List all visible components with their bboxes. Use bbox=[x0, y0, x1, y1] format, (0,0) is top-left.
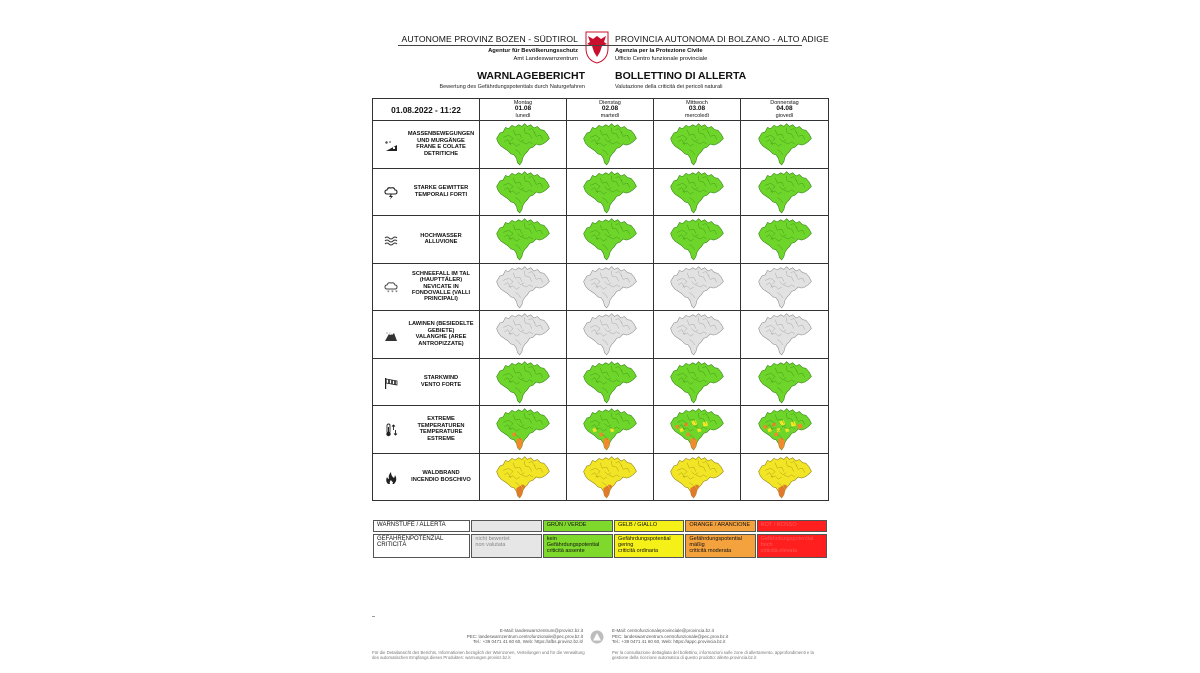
warning-map[interactable] bbox=[480, 216, 567, 264]
contact-de bbox=[467, 628, 583, 645]
legend-desc-red: Gefährdungspotential hoch criticità elevata bbox=[757, 534, 827, 558]
province-title-de: AUTONOME PROVINZ BOZEN - SÜDTIROL bbox=[401, 34, 578, 44]
bulletin-title-it: BOLLETTINO DI ALLERTA bbox=[615, 70, 747, 82]
legend-desc-yellow: Gefährdungspotential gering criticità ordinaria bbox=[614, 534, 684, 558]
legend-level-row bbox=[373, 520, 827, 532]
day-header: Montag 01.08 lunedì bbox=[480, 99, 567, 121]
footer-marker bbox=[372, 616, 375, 617]
hazard-row bbox=[373, 311, 829, 359]
province-title-it: PROVINCIA AUTONOMA DI BOLZANO - ALTO ADIGE bbox=[615, 34, 829, 44]
svg-text:* * *: * * * bbox=[387, 289, 398, 295]
warning-map[interactable] bbox=[567, 358, 654, 406]
warning-map[interactable] bbox=[567, 168, 654, 216]
hazard-name: WALDBRAND INCENDIO BOSCHIVO bbox=[411, 470, 471, 483]
flood-icon bbox=[384, 233, 398, 247]
hazard-name: MASSENBEWEGUNGEN UND MURGÄNGE FRANE E COLATE DETRITICHE bbox=[407, 131, 475, 157]
warning-map[interactable] bbox=[741, 406, 829, 454]
legend-potential-row bbox=[373, 534, 827, 558]
warning-map[interactable] bbox=[567, 453, 654, 501]
warning-map[interactable] bbox=[654, 168, 741, 216]
hazard-label-cell bbox=[373, 311, 480, 359]
hazard-row bbox=[373, 453, 829, 501]
email-link-it[interactable]: E-Mail: centrofunzionaleprovinciale@provincia.bz.it bbox=[612, 628, 714, 633]
footer-note-it: Per la consultazione dettagliata del bollettino, informazioni sulle zone di allertamento, approfondimenti e la gestione della ricezione automatica di questo prodotto: allerte.provincia.bz.it bbox=[612, 650, 814, 660]
hazard-label-cell bbox=[373, 168, 480, 216]
warning-map[interactable] bbox=[654, 406, 741, 454]
issue-date: 01.08.2022 - 11:22 bbox=[373, 99, 480, 121]
hazard-label-cell bbox=[373, 263, 480, 311]
eagle-coat-of-arms-icon bbox=[584, 30, 610, 64]
bulletin-title-de: WARNLAGEBERICHT bbox=[477, 70, 585, 82]
day-header: Donnerstag 04.08 giovedì bbox=[741, 99, 829, 121]
warning-map[interactable] bbox=[654, 358, 741, 406]
pec-link-de[interactable]: PEC: landeswarnzentrum.centrofunzionale@pec.prov.bz.it bbox=[466, 633, 583, 639]
legend-level-red: ROT / ROSSO bbox=[757, 520, 827, 532]
warning-map[interactable] bbox=[480, 263, 567, 311]
warning-map[interactable] bbox=[741, 358, 829, 406]
day-header: Dienstag 02.08 martedì bbox=[567, 99, 654, 121]
legend-potential-label: GEFAHRENPOTENZIAL CRITICITÀ bbox=[373, 534, 470, 558]
office-it: Ufficio Centro funzionale provinciale bbox=[615, 56, 708, 62]
tel-web-it[interactable]: Tel.: +39 0471 41 60 60, Web: https://appc.provincia.bz.it bbox=[612, 639, 726, 644]
warning-map[interactable] bbox=[480, 168, 567, 216]
warning-map[interactable] bbox=[480, 121, 567, 169]
legend-level-green: GRÜN / VERDE bbox=[543, 520, 613, 532]
hazard-label-cell bbox=[373, 358, 480, 406]
hazard-row bbox=[373, 121, 829, 169]
hazard-row bbox=[373, 168, 829, 216]
agency-de: Agentur für Bevölkerungsschutz bbox=[488, 48, 578, 54]
snow-cloud-icon bbox=[384, 281, 398, 295]
warning-map[interactable] bbox=[654, 216, 741, 264]
email-link-de[interactable]: E-Mail: landeswarnzentrum@provinz.bz.it bbox=[499, 628, 583, 633]
hazard-label-cell bbox=[373, 453, 480, 501]
hazard-row bbox=[373, 358, 829, 406]
warning-map[interactable] bbox=[654, 121, 741, 169]
legend-level-orange: ORANGE / ARANCIONE bbox=[685, 520, 755, 532]
legend-level-grey bbox=[471, 520, 541, 532]
hazard-name: STARKE GEWITTER TEMPORALI FORTI bbox=[413, 185, 469, 198]
pec-link-it[interactable]: PEC: landeswarnzentrum.centrofunzionale@pec.prov.bz.it bbox=[612, 633, 729, 639]
warning-map[interactable] bbox=[567, 263, 654, 311]
wildfire-icon bbox=[384, 471, 398, 485]
thunderstorm-icon bbox=[384, 186, 398, 200]
hazard-row bbox=[373, 216, 829, 264]
legend-desc-orange: Gefährdungspotential mäßig criticità moderata bbox=[685, 534, 755, 558]
warning-map[interactable] bbox=[480, 358, 567, 406]
avalanche-icon bbox=[384, 328, 398, 342]
warning-map[interactable] bbox=[741, 121, 829, 169]
bulletin-subtitle-de: Bewertung des Gefährdungspotentials durch Naturgefahren bbox=[439, 84, 585, 90]
agency-it: Agenzia per la Protezione Civile bbox=[615, 48, 703, 54]
windsock-icon bbox=[384, 376, 398, 390]
civil-protection-icon bbox=[590, 630, 604, 644]
hazard-name: STARKWIND VENTO FORTE bbox=[420, 375, 462, 388]
legend-level-yellow: GELB / GIALLO bbox=[614, 520, 684, 532]
warning-map[interactable] bbox=[741, 168, 829, 216]
hazard-name: LAWINEN (BESIEDELTE GEBIETE) VALANGHE (AREE ANTROPIZZATE) bbox=[408, 321, 474, 347]
header-divider bbox=[398, 45, 802, 46]
bulletin-page bbox=[372, 28, 828, 668]
legend-table bbox=[372, 518, 828, 560]
hazard-label-cell bbox=[373, 406, 480, 454]
hazard-name: EXTREME TEMPERATUREN TEMPERATURE ESTREME bbox=[417, 416, 465, 442]
date-row bbox=[373, 99, 829, 121]
warning-map[interactable] bbox=[567, 121, 654, 169]
warning-map[interactable] bbox=[654, 263, 741, 311]
legend-desc-grey: nicht bewertet non valutata bbox=[471, 534, 541, 558]
warning-map[interactable] bbox=[480, 406, 567, 454]
day-header: Mittwoch 03.08 mercoledì bbox=[654, 99, 741, 121]
warning-map[interactable] bbox=[741, 263, 829, 311]
warning-map[interactable] bbox=[567, 406, 654, 454]
contact-it bbox=[612, 628, 728, 645]
hazard-label-cell bbox=[373, 121, 480, 169]
legend-level-label: WARNSTUFE / ALLERTA bbox=[373, 520, 470, 532]
thermometer-icon bbox=[384, 423, 398, 437]
tel-web-de[interactable]: Tel.: +39 0471 41 60 60, Web: https://afbs.provinz.bz.it/ bbox=[473, 639, 583, 644]
warning-map[interactable] bbox=[654, 311, 741, 359]
warning-map[interactable] bbox=[741, 216, 829, 264]
hazard-label-cell bbox=[373, 216, 480, 264]
office-de: Amt Landeswarnzentrum bbox=[513, 56, 578, 62]
hazard-row bbox=[373, 263, 829, 311]
warning-map[interactable] bbox=[567, 216, 654, 264]
hazard-name: SCHNEEFALL IM TAL (HAUPTTÄLER) NEVICATE IN FONDOVALLE (VALLI PRINCIPALI) bbox=[411, 270, 471, 303]
footer-note-de: Für die Detailansicht des Berichts, Informationen bezüglich der Warnzonen, Verteilungen und für die Verwaltung des automatischen Empfangs dieses Produktes: warnungen.provinz.bz.it bbox=[372, 650, 585, 660]
legend-desc-green: kein Gefährdungspotential criticità assente bbox=[543, 534, 613, 558]
bulletin-subtitle-it: Valutazione della criticità dei pericoli naturali bbox=[615, 84, 723, 90]
hazard-table bbox=[372, 98, 829, 501]
warning-map[interactable] bbox=[741, 311, 829, 359]
hazard-name: HOCHWASSER ALLUVIONE bbox=[420, 232, 462, 246]
landslide-icon bbox=[384, 138, 398, 152]
warning-map[interactable] bbox=[567, 311, 654, 359]
warning-map[interactable] bbox=[741, 453, 829, 501]
hazard-row bbox=[373, 406, 829, 454]
warning-map[interactable] bbox=[480, 453, 567, 501]
warning-map[interactable] bbox=[654, 453, 741, 501]
warning-map[interactable] bbox=[480, 311, 567, 359]
